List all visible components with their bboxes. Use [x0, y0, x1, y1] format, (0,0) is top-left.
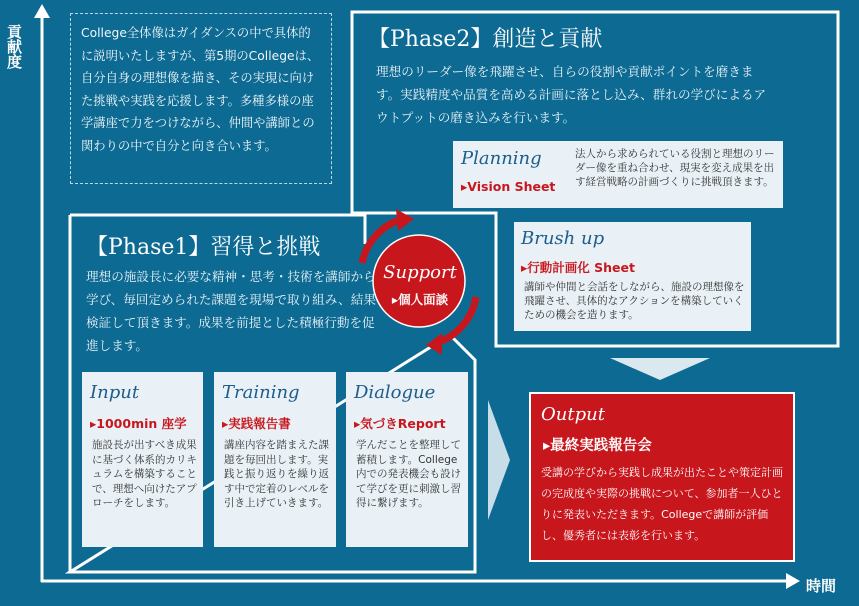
support-subtitle: ▸個人面談 — [391, 292, 449, 307]
brushup-card-body: 講師や仲間と会話をしながら、施設の理想像を飛躍させ、具体的なアクションを構築していくための機会を造ります。 — [524, 281, 745, 321]
planning-card-subtitle: ▸Vision Sheet — [461, 179, 556, 194]
output-box — [529, 392, 795, 562]
support-title: Support — [383, 262, 457, 283]
dialogue-card-title: Dialogue — [354, 382, 436, 403]
cycle-arrowhead-bottom — [426, 333, 442, 355]
planning-card — [453, 141, 783, 208]
x-axis-label: 時間 — [806, 577, 837, 595]
phase2-description: 理想のリーダー像を飛躍させ、自らの役割や貢献ポイントを磨きます。実践精度や品質を高める計画に落とし込み、群れの学びによるアウトプットの磨き込みを行います。 — [376, 64, 767, 125]
training-card — [214, 372, 336, 547]
dialogue-card — [346, 372, 468, 547]
planning-card-body: 法人から求められている役割と理想のリーダー像を重ね合わせ、現実を変え成果を出す経営戦略の計画づくりに挑戦頂きます。 — [575, 148, 775, 188]
input-card-title: Input — [90, 382, 140, 403]
brushup-card-subtitle: ▸行動計画化 Sheet — [521, 260, 635, 275]
dialogue-card-body: 学んだことを整理して蓄積します。College内での発表機会も設けて学びを更に刺激し習得に繋げます。 — [356, 439, 461, 509]
training-card-subtitle: ▸実践報告書 — [222, 416, 291, 431]
output-title: Output — [541, 404, 605, 425]
brushup-card — [514, 222, 751, 331]
phase2-title: 【Phase2】創造と貢献 — [368, 27, 603, 52]
phase1-description: 理想の施設長に必要な精神・思考・技術を講師から学び、毎回定められた課題を現場で取り組み、結果検証して頂きます。成果を前提とした積極行動を促進します。 — [86, 269, 376, 353]
intro-box: College全体像はガイダンスの中で具体的に説明いたしますが、第5期のCollegeは、自分自身の理想像を描き、その実現に向けた挑戦や実践を応援します。多種多様の座学講座で力をつけながら、仲間や講師との関わりの中で自分と向き合います。 — [70, 13, 332, 184]
input-card-subtitle: ▸1000min 座学 — [90, 416, 187, 431]
brushup-card-title: Brush up — [521, 228, 605, 249]
y-axis-label: 貢献度 — [5, 24, 23, 69]
output-body: 受講の学びから実践し成果が出たことや策定計画の完成度や実際の挑戦について、参加者一人ひとりに発表いただきます。Collegeで講師が評価し、優秀者には表彰を行います。 — [541, 466, 783, 542]
phase1-title: 【Phase1】習得と挑戦 — [86, 235, 321, 260]
planning-card-title: Planning — [461, 148, 542, 169]
training-card-body: 講座内容を踏まえた課題を毎回出します。実践と振り返りを繰り返す中で定着のレベルを引き上げていきます。 — [224, 439, 329, 509]
cycle-arrowhead-top — [396, 209, 414, 231]
input-card-body: 施設長が出すべき成果に基づく体系的カリキュラムを構築することで、理想へ向けたアプローチをします。 — [92, 439, 197, 509]
down-arrow-shape — [610, 358, 710, 380]
dialogue-card-subtitle: ▸気づきReport — [354, 416, 446, 431]
training-card-title: Training — [222, 382, 300, 403]
input-card — [82, 372, 203, 547]
right-chevron-shape — [488, 400, 510, 520]
output-subtitle: ▸最終実践報告会 — [543, 438, 652, 454]
